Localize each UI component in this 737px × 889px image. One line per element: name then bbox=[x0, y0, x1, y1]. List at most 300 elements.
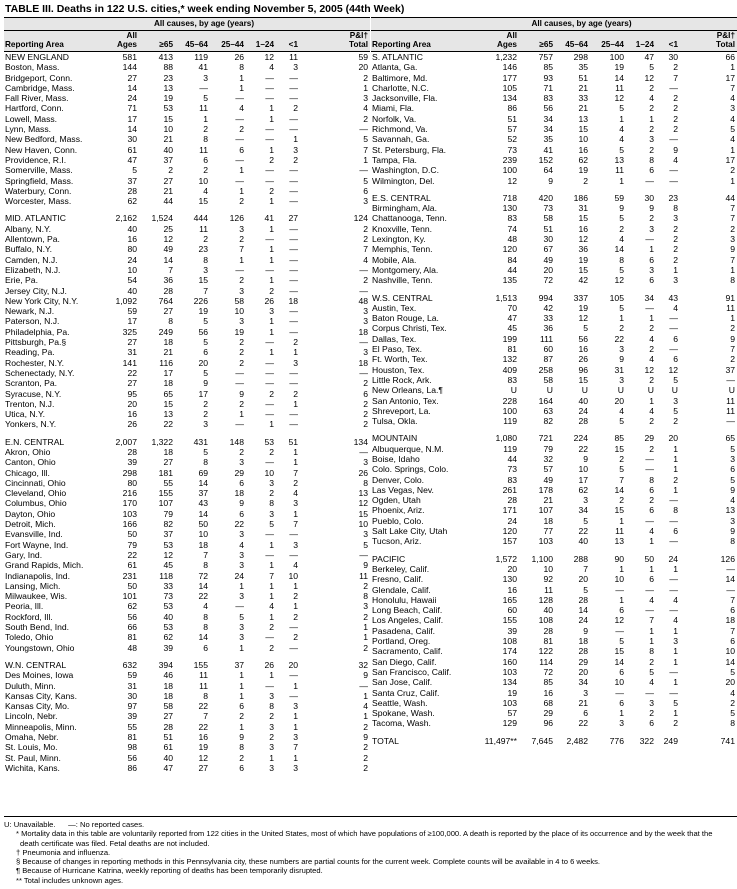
table-row bbox=[371, 646, 737, 656]
age-45-64-cell: 19 bbox=[578, 302, 588, 313]
age-45-64-cell: 19 bbox=[578, 165, 588, 176]
age-under-1-cell: 2 bbox=[293, 632, 298, 643]
age-25-44-cell: 4 bbox=[619, 405, 624, 416]
age-under-1-cell: 2 bbox=[673, 254, 678, 265]
all-ages-cell: 177 bbox=[502, 72, 517, 83]
age-25-44-cell: 14 bbox=[614, 656, 624, 667]
age-45-64-cell: 1 bbox=[203, 113, 208, 124]
region-row bbox=[4, 52, 370, 63]
pi-total-cell: 3 bbox=[363, 457, 368, 468]
age-1-24-cell: 53 bbox=[264, 436, 274, 447]
table-row bbox=[4, 670, 370, 680]
age-45-64-cell: 35 bbox=[578, 62, 588, 73]
all-ages-cell: 60 bbox=[507, 605, 517, 616]
age-25-44-cell: 7 bbox=[619, 474, 624, 485]
all-ages-cell: 66 bbox=[127, 622, 137, 633]
age-65-plus-cell: 28 bbox=[163, 285, 173, 296]
pi-total-cell: 2 bbox=[363, 762, 368, 773]
footnote: ¶ Because of Hurricane Katrina, weekly reporting of deaths has been temporarily disrupted. bbox=[16, 866, 323, 876]
pi-total-cell: 2 bbox=[363, 72, 368, 83]
age-65-plus-cell: 107 bbox=[158, 498, 173, 509]
age-25-44-cell: 100 bbox=[609, 52, 624, 62]
age-45-64-cell: 337 bbox=[573, 292, 588, 303]
age-under-1-cell: 2 bbox=[293, 388, 298, 399]
age-under-1-cell: 6 bbox=[673, 354, 678, 365]
all-ages-cell: 61 bbox=[127, 144, 137, 155]
reporting-area: Albany, N.Y. bbox=[5, 223, 52, 234]
age-45-64-cell: 5 bbox=[583, 515, 588, 526]
age-45-64-cell: 8 bbox=[203, 622, 208, 633]
age-25-44-cell: — bbox=[615, 625, 624, 636]
age-45-64-cell: 40 bbox=[578, 395, 588, 406]
table-row bbox=[371, 375, 737, 385]
pi-total-cell: 1 bbox=[363, 711, 368, 722]
all-ages-cell: 57 bbox=[507, 708, 517, 719]
pi-total-cell: 17 bbox=[725, 154, 735, 165]
age-25-44-cell: — bbox=[235, 419, 244, 430]
all-ages-cell: 73 bbox=[507, 144, 517, 155]
pi-total-cell: 7 bbox=[730, 82, 735, 93]
age-25-44-cell: 6 bbox=[239, 144, 244, 155]
age-under-1-cell: 27 bbox=[288, 213, 298, 224]
all-ages-cell: 24 bbox=[127, 93, 137, 104]
reporting-area: Newark, N.J. bbox=[5, 306, 55, 317]
age-25-44-cell: 1 bbox=[239, 721, 244, 732]
age-45-64-cell: 444 bbox=[193, 213, 208, 224]
reporting-area: Duluth, Minn. bbox=[5, 680, 56, 691]
age-under-1-cell: — bbox=[669, 687, 678, 698]
all-ages-cell: 166 bbox=[122, 519, 137, 530]
table-row bbox=[371, 323, 737, 333]
all-ages-cell: 79 bbox=[127, 539, 137, 550]
pi-total-cell: 9 bbox=[730, 484, 735, 495]
age-45-64-cell: 8 bbox=[203, 690, 208, 701]
reporting-area: Washington, D.C. bbox=[372, 165, 440, 176]
table-bottom-rule bbox=[4, 816, 737, 817]
age-25-44-cell: — bbox=[235, 175, 244, 186]
pi-total-cell: 7 bbox=[730, 594, 735, 605]
span-header: All causes, by age (years) bbox=[483, 18, 680, 31]
reporting-area: South Bend, Ind. bbox=[5, 622, 70, 633]
footnotes bbox=[4, 820, 733, 885]
pi-total-cell: 44 bbox=[725, 192, 735, 203]
col-header-area: Reporting Area bbox=[371, 31, 483, 52]
age-25-44-cell: 2 bbox=[239, 357, 244, 368]
age-65-plus-cell: 36 bbox=[543, 323, 553, 334]
age-under-1-cell: 3 bbox=[293, 498, 298, 509]
age-under-1-cell: 2 bbox=[673, 103, 678, 114]
table-row bbox=[4, 519, 370, 529]
reporting-area: Kansas City, Mo. bbox=[5, 701, 70, 712]
age-25-44-cell: 12 bbox=[614, 93, 624, 104]
age-under-1-cell: — bbox=[289, 185, 298, 196]
age-25-44-cell: 4 bbox=[619, 124, 624, 135]
reporting-area: Paterson, N.J. bbox=[5, 316, 60, 327]
age-under-1-cell: 2 bbox=[673, 234, 678, 245]
reporting-area: Gary, Ind. bbox=[5, 549, 43, 560]
table-row bbox=[4, 571, 370, 581]
age-25-44-cell: 3 bbox=[239, 632, 244, 643]
table-row bbox=[371, 224, 737, 234]
all-ages-cell: 16 bbox=[507, 584, 517, 595]
pi-total-cell: 6 bbox=[730, 464, 735, 475]
all-ages-cell: 174 bbox=[502, 646, 517, 657]
reporting-area: Boston, Mass. bbox=[5, 62, 60, 73]
table-row bbox=[371, 62, 737, 72]
age-25-44-cell: 2 bbox=[239, 196, 244, 207]
age-65-plus-cell: 21 bbox=[543, 495, 553, 506]
age-1-24-cell: 3 bbox=[269, 508, 274, 519]
age-1-24-cell: 1 bbox=[269, 275, 274, 286]
age-25-44-cell: 10 bbox=[614, 574, 624, 585]
age-65-plus-cell: 55 bbox=[163, 477, 173, 488]
age-25-44-cell: 6 bbox=[619, 666, 624, 677]
reporting-area: Erie, Pa. bbox=[5, 275, 38, 286]
age-45-64-cell: 15 bbox=[578, 213, 588, 224]
table-row bbox=[371, 688, 737, 698]
age-under-1-cell: — bbox=[669, 323, 678, 334]
all-ages-cell: 1,572 bbox=[495, 553, 517, 564]
age-under-1-cell: 2 bbox=[293, 477, 298, 488]
age-1-24-cell: 10 bbox=[264, 467, 274, 478]
age-45-64-cell: 12 bbox=[578, 234, 588, 245]
all-ages-cell: 17 bbox=[127, 316, 137, 327]
age-65-plus-cell: 22 bbox=[163, 419, 173, 430]
age-45-64-cell: 14 bbox=[198, 477, 208, 488]
age-1-24-cell: 6 bbox=[649, 165, 654, 176]
age-25-44-cell: 2 bbox=[619, 495, 624, 506]
reporting-area: MID. ATLANTIC bbox=[5, 213, 66, 224]
age-25-44-cell: — bbox=[615, 584, 624, 595]
table-title: TABLE III. Deaths in 122 U.S. cities,* week ending November 5, 2005 (44th Week) bbox=[5, 3, 405, 15]
pi-total-cell: 3 bbox=[730, 453, 735, 464]
age-under-1-cell: 1 bbox=[673, 453, 678, 464]
pi-total-cell: 18 bbox=[358, 326, 368, 337]
age-25-44-cell: 29 bbox=[234, 467, 244, 478]
age-25-44-cell: 3 bbox=[619, 344, 624, 355]
age-1-24-cell: 1 bbox=[269, 196, 274, 207]
age-1-24-cell: 1 bbox=[269, 560, 274, 571]
pi-total-cell: 4 bbox=[363, 701, 368, 712]
age-45-64-cell: 22 bbox=[578, 526, 588, 537]
age-1-24-cell: — bbox=[645, 584, 654, 595]
age-45-64-cell: 4 bbox=[203, 601, 208, 612]
age-45-64-cell: 5 bbox=[583, 323, 588, 334]
reporting-area: Ogden, Utah bbox=[372, 495, 421, 506]
age-45-64-cell: 5 bbox=[203, 337, 208, 348]
age-25-44-cell: 1 bbox=[239, 690, 244, 701]
age-1-24-cell: 4 bbox=[649, 594, 654, 605]
age-45-64-cell: 14 bbox=[198, 580, 208, 591]
age-1-24-cell: — bbox=[265, 409, 274, 420]
age-65-plus-cell: 103 bbox=[538, 536, 553, 547]
age-45-64-cell: 8 bbox=[203, 457, 208, 468]
pi-total-cell: 9 bbox=[363, 732, 368, 742]
age-under-1-cell: 3 bbox=[673, 395, 678, 406]
all-ages-cell: 216 bbox=[122, 488, 137, 499]
age-45-64-cell: 2 bbox=[583, 175, 588, 186]
age-65-plus-cell: 19 bbox=[163, 93, 173, 104]
pi-total-cell: 5 bbox=[363, 134, 368, 145]
age-65-plus-cell: 18 bbox=[163, 378, 173, 389]
reporting-area: Baton Rouge, La. bbox=[372, 313, 439, 324]
all-ages-cell: 155 bbox=[502, 615, 517, 626]
age-65-plus-cell: 20 bbox=[543, 264, 553, 275]
age-45-64-cell: 12 bbox=[198, 752, 208, 763]
age-under-1-cell: 3 bbox=[673, 636, 678, 647]
age-45-64-cell: 42 bbox=[578, 275, 588, 286]
age-65-plus-cell: 42 bbox=[543, 302, 553, 313]
all-ages-cell: 2,162 bbox=[115, 213, 137, 224]
region-row bbox=[371, 554, 737, 564]
age-1-24-cell: 6 bbox=[649, 718, 654, 729]
all-ages-cell: 16 bbox=[127, 234, 137, 245]
age-25-44-cell: 1 bbox=[239, 580, 244, 591]
age-under-1-cell: 43 bbox=[668, 292, 678, 303]
age-1-24-cell: — bbox=[265, 367, 274, 378]
age-45-64-cell: 155 bbox=[193, 659, 208, 670]
age-under-1-cell: 4 bbox=[673, 594, 678, 605]
age-45-64-cell: 16 bbox=[198, 732, 208, 742]
age-25-44-cell: 5 bbox=[619, 464, 624, 475]
age-under-1-cell: — bbox=[289, 316, 298, 327]
age-25-44-cell: 22 bbox=[234, 519, 244, 530]
age-65-plus-cell: 30 bbox=[543, 234, 553, 245]
all-ages-cell: 718 bbox=[502, 192, 517, 203]
age-25-44-cell: 22 bbox=[614, 333, 624, 344]
age-25-44-cell: — bbox=[235, 93, 244, 104]
pi-total-cell: 2 bbox=[363, 275, 368, 286]
age-65-plus-cell: 10 bbox=[163, 124, 173, 135]
age-1-24-cell: 1 bbox=[269, 670, 274, 681]
age-45-64-cell: 5 bbox=[203, 93, 208, 104]
pi-total-cell: 59 bbox=[358, 52, 368, 62]
age-under-1-cell: 1 bbox=[293, 680, 298, 691]
pi-total-cell: 124 bbox=[353, 213, 368, 224]
reporting-area: Grand Rapids, Mich. bbox=[5, 560, 84, 571]
age-under-1-cell: 3 bbox=[293, 701, 298, 712]
age-25-44-cell: 9 bbox=[239, 498, 244, 509]
age-under-1-cell: — bbox=[669, 495, 678, 506]
reporting-area: Somerville, Mass. bbox=[5, 165, 73, 176]
age-under-1-cell: — bbox=[289, 72, 298, 83]
age-65-plus-cell: 85 bbox=[543, 62, 553, 73]
pi-total-cell: — bbox=[726, 416, 735, 427]
age-45-64-cell: 14 bbox=[198, 508, 208, 519]
table-row bbox=[4, 447, 370, 457]
age-45-64-cell: 9 bbox=[583, 625, 588, 636]
age-1-24-cell: 2 bbox=[269, 154, 274, 165]
table-row bbox=[4, 581, 370, 591]
age-1-24-cell: 1 bbox=[269, 103, 274, 114]
age-65-plus-cell: 420 bbox=[538, 192, 553, 203]
footnote: § Because of changes in reporting methods in this Pennsylvania city, these numbers are partial counts for the current week. Complete counts will be available in 4 to 6 weeks. bbox=[16, 857, 601, 867]
reporting-area: Hartford, Conn. bbox=[5, 103, 64, 114]
all-ages-cell: 22 bbox=[127, 549, 137, 560]
reporting-area: St. Petersburg, Fla. bbox=[372, 144, 447, 155]
age-65-plus-cell: 63 bbox=[543, 405, 553, 416]
all-ages-cell: U bbox=[510, 385, 517, 396]
age-65-plus-cell: 1,322 bbox=[151, 436, 173, 447]
reporting-area: Omaha, Nebr. bbox=[5, 732, 59, 742]
age-under-1-cell: — bbox=[289, 409, 298, 420]
age-45-64-cell: 11 bbox=[199, 670, 208, 681]
pi-total-cell: 1 bbox=[363, 632, 368, 643]
age-under-1-cell: 2 bbox=[673, 223, 678, 234]
reporting-area: Phoenix, Ariz. bbox=[372, 505, 425, 516]
age-under-1-cell: 7 bbox=[293, 742, 298, 753]
age-under-1-cell: 2 bbox=[293, 154, 298, 165]
age-1-24-cell: 1 bbox=[269, 419, 274, 430]
all-ages-cell: 22 bbox=[127, 367, 137, 378]
reporting-area: Little Rock, Ark. bbox=[372, 374, 432, 385]
age-65-plus-cell: 12 bbox=[163, 549, 173, 560]
reporting-area: Milwaukee, Wis. bbox=[5, 591, 68, 602]
age-1-24-cell: — bbox=[645, 515, 654, 526]
table-row bbox=[4, 763, 370, 773]
pi-total-cell: 2 bbox=[730, 697, 735, 708]
age-1-24-cell: 7 bbox=[649, 615, 654, 626]
age-65-plus-cell: 249 bbox=[158, 326, 173, 337]
pi-total-cell: 2 bbox=[363, 752, 368, 763]
age-1-24-cell: 2 bbox=[269, 488, 274, 499]
age-45-64-cell: 11 bbox=[199, 680, 208, 691]
table-row bbox=[4, 419, 370, 429]
all-ages-cell: 31 bbox=[127, 347, 137, 358]
pi-total-cell: 37 bbox=[725, 364, 735, 375]
pi-total-cell: 9 bbox=[363, 670, 368, 681]
all-ages-cell: 86 bbox=[127, 762, 137, 773]
table-row bbox=[371, 344, 737, 354]
age-45-64-cell: 186 bbox=[573, 192, 588, 203]
age-45-64-cell: 11 bbox=[199, 223, 208, 234]
age-65-plus-cell: 47 bbox=[163, 762, 173, 773]
table-row bbox=[371, 698, 737, 708]
reporting-area: Rockford, Ill. bbox=[5, 611, 53, 622]
age-65-plus-cell: 13 bbox=[163, 82, 173, 93]
age-25-44-cell: 12 bbox=[614, 615, 624, 626]
reporting-area: Boise, Idaho bbox=[372, 453, 420, 464]
age-65-plus-cell: 27 bbox=[163, 306, 173, 317]
age-25-44-cell: — bbox=[235, 113, 244, 124]
table-row bbox=[371, 93, 737, 103]
all-ages-cell: 228 bbox=[502, 395, 517, 406]
age-25-44-cell: 2 bbox=[239, 337, 244, 348]
age-65-plus-cell: 41 bbox=[543, 144, 553, 155]
all-ages-cell: 141 bbox=[122, 357, 137, 368]
age-under-1-cell: 24 bbox=[668, 553, 678, 564]
age-1-24-cell: 2 bbox=[649, 344, 654, 355]
all-ages-cell: 130 bbox=[502, 203, 517, 214]
age-65-plus-cell: 51 bbox=[163, 732, 173, 742]
age-1-24-cell: 8 bbox=[269, 498, 274, 509]
age-25-44-cell: 59 bbox=[614, 192, 624, 203]
age-25-44-cell: 19 bbox=[614, 62, 624, 73]
age-65-plus-cell: 46 bbox=[163, 670, 173, 681]
age-65-plus-cell: 18 bbox=[163, 680, 173, 691]
age-under-1-cell: 1 bbox=[673, 625, 678, 636]
age-under-1-cell: 1 bbox=[293, 711, 298, 722]
age-under-1-cell: 7 bbox=[293, 467, 298, 478]
pi-total-cell: 2 bbox=[363, 742, 368, 753]
table-row bbox=[4, 255, 370, 265]
table-row bbox=[371, 454, 737, 464]
reporting-area: Richmond, Va. bbox=[372, 124, 428, 135]
table-row bbox=[4, 722, 370, 732]
table-row bbox=[371, 406, 737, 416]
col-header-area: Reporting Area bbox=[4, 31, 108, 52]
reporting-area: Allentown, Pa. bbox=[5, 234, 60, 245]
age-1-24-cell: 3 bbox=[269, 721, 274, 732]
table-row bbox=[371, 516, 737, 526]
age-1-24-cell: 2 bbox=[649, 144, 654, 155]
age-1-24-cell: 1 bbox=[649, 244, 654, 255]
age-45-64-cell: 96 bbox=[578, 364, 588, 375]
age-25-44-cell: 2 bbox=[239, 446, 244, 457]
age-under-1-cell: — bbox=[289, 196, 298, 207]
age-25-44-cell: 776 bbox=[609, 735, 624, 746]
spacer-row bbox=[371, 186, 737, 193]
reporting-area: Long Beach, Calif. bbox=[372, 605, 443, 616]
age-65-plus-cell: 2 bbox=[168, 165, 173, 176]
pi-total-cell: 3 bbox=[730, 234, 735, 245]
age-25-44-cell: — bbox=[235, 264, 244, 275]
pi-total-cell: 2 bbox=[363, 398, 368, 409]
all-ages-cell: 83 bbox=[507, 213, 517, 224]
reporting-area: Indianapolis, Ind. bbox=[5, 570, 70, 581]
all-ages-cell: 51 bbox=[507, 113, 517, 124]
age-under-1-cell: 2 bbox=[293, 611, 298, 622]
pi-total-cell: 1 bbox=[363, 690, 368, 701]
reporting-area: Spokane, Wash. bbox=[372, 708, 435, 719]
age-under-1-cell: — bbox=[289, 244, 298, 255]
age-1-24-cell: 1 bbox=[269, 752, 274, 763]
age-25-44-cell: 105 bbox=[609, 292, 624, 303]
pi-total-cell: 17 bbox=[725, 72, 735, 83]
pi-total-cell: 7 bbox=[730, 344, 735, 355]
table-row bbox=[4, 643, 370, 653]
reporting-area: Chicago, Ill. bbox=[5, 467, 50, 478]
age-45-64-cell: 22 bbox=[578, 443, 588, 454]
age-25-44-cell: 13 bbox=[614, 154, 624, 165]
table-row bbox=[4, 711, 370, 721]
col-header-pi-total: P&I† Total bbox=[680, 31, 737, 52]
age-1-24-cell: 12 bbox=[644, 72, 654, 83]
age-45-64-cell: 119 bbox=[194, 52, 208, 62]
age-1-24-cell: 26 bbox=[264, 295, 274, 306]
table-row bbox=[371, 114, 737, 124]
reporting-area: San Antonio, Tex. bbox=[372, 395, 439, 406]
all-ages-cell: 97 bbox=[127, 701, 137, 712]
age-under-1-cell: — bbox=[289, 549, 298, 560]
reporting-area: MOUNTAIN bbox=[372, 433, 418, 444]
col-header-65-plus: ≥65 bbox=[139, 31, 175, 52]
age-45-64-cell: 10 bbox=[578, 134, 588, 145]
pi-total-cell: 1 bbox=[363, 154, 368, 165]
age-65-plus-cell: 79 bbox=[543, 443, 553, 454]
age-65-plus-cell: 1,524 bbox=[151, 213, 173, 224]
age-under-1-cell: 3 bbox=[293, 732, 298, 742]
age-45-64-cell: 33 bbox=[578, 93, 588, 104]
age-45-64-cell: 288 bbox=[573, 553, 588, 564]
age-1-24-cell: — bbox=[645, 234, 654, 245]
age-25-44-cell: 6 bbox=[619, 697, 624, 708]
age-25-44-cell: 2 bbox=[239, 124, 244, 135]
all-ages-cell: 62 bbox=[127, 196, 137, 207]
age-25-44-cell: 18 bbox=[234, 488, 244, 499]
age-under-1-cell: 3 bbox=[293, 144, 298, 155]
table-row bbox=[4, 509, 370, 519]
